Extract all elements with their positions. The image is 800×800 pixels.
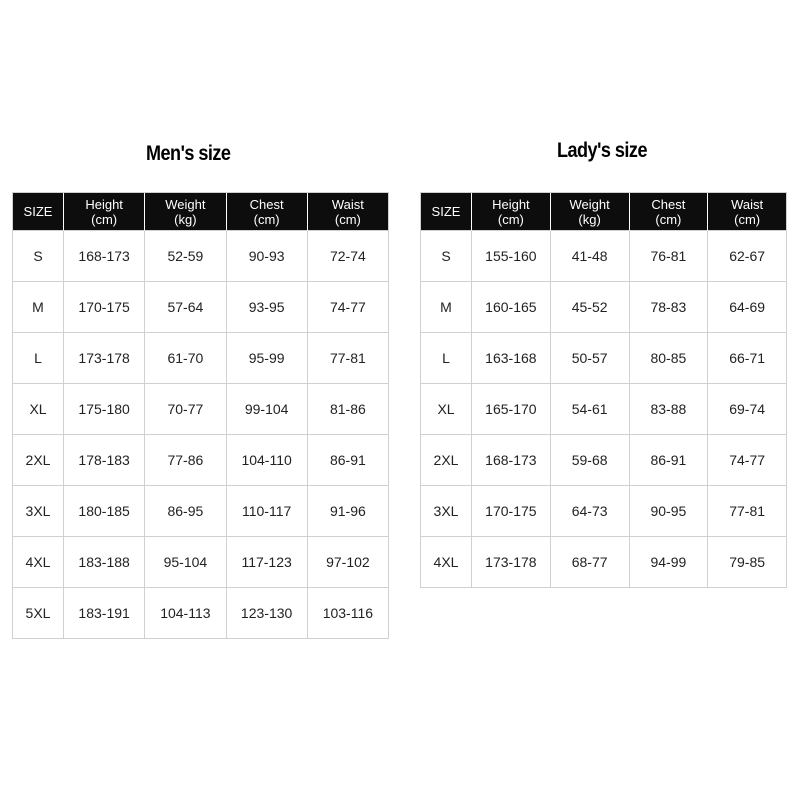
height-cell: 183-191	[64, 588, 145, 639]
header-label: Weight	[569, 196, 610, 212]
header-chest	[227, 193, 308, 231]
header-unit: (cm)	[734, 211, 761, 227]
table-header-row	[421, 193, 787, 231]
weight-cell: 59-68	[551, 435, 630, 486]
size-cell: XL	[421, 384, 472, 435]
waist-cell: 103-116	[308, 588, 389, 639]
size-cell: L	[421, 333, 472, 384]
weight-cell: 52-59	[145, 231, 226, 282]
header-unit: (kg)	[578, 211, 601, 227]
header-unit: (cm)	[334, 211, 361, 227]
size-cell: 4XL	[13, 537, 64, 588]
header-unit: (cm)	[253, 211, 280, 227]
chest-cell: 80-85	[630, 333, 709, 384]
size-cell: 3XL	[421, 486, 472, 537]
header-unit: (cm)	[497, 211, 524, 227]
chest-cell: 104-110	[227, 435, 308, 486]
waist-cell: 74-77	[708, 435, 787, 486]
ladys-size-title: Lady's size	[557, 139, 647, 162]
header-label: Height	[492, 196, 530, 212]
chest-cell: 123-130	[227, 588, 308, 639]
header-label: Waist	[331, 196, 364, 212]
weight-cell: 64-73	[551, 486, 630, 537]
size-cell: 2XL	[13, 435, 64, 486]
table-row	[13, 537, 389, 588]
weight-cell: 41-48	[551, 231, 630, 282]
mens-size-table	[12, 192, 389, 639]
header-unit: (kg)	[174, 211, 197, 227]
size-cell: M	[13, 282, 64, 333]
height-cell: 170-175	[472, 486, 551, 537]
size-cell: XL	[13, 384, 64, 435]
weight-cell: 68-77	[551, 537, 630, 588]
waist-cell: 77-81	[308, 333, 389, 384]
header-label: Chest	[249, 196, 284, 212]
waist-cell: 86-91	[308, 435, 389, 486]
height-cell: 163-168	[472, 333, 551, 384]
height-cell: 175-180	[64, 384, 145, 435]
weight-cell: 45-52	[551, 282, 630, 333]
height-cell: 168-173	[472, 435, 551, 486]
header-waist	[308, 193, 389, 231]
height-cell: 178-183	[64, 435, 145, 486]
weight-cell: 70-77	[145, 384, 226, 435]
size-cell: 3XL	[13, 486, 64, 537]
mens-size-title: Men's size	[146, 142, 231, 165]
height-cell: 183-188	[64, 537, 145, 588]
chest-cell: 93-95	[227, 282, 308, 333]
chest-cell: 110-117	[227, 486, 308, 537]
chest-cell: 86-91	[630, 435, 709, 486]
header-unit: (cm)	[655, 211, 682, 227]
table-row	[13, 486, 389, 537]
chest-cell: 94-99	[630, 537, 709, 588]
chest-cell: 90-95	[630, 486, 709, 537]
table-row	[13, 384, 389, 435]
size-cell: S	[421, 231, 472, 282]
height-cell: 165-170	[472, 384, 551, 435]
size-cell: 2XL	[421, 435, 472, 486]
header-label: Height	[85, 196, 123, 212]
header-label: SIZE	[431, 204, 461, 219]
table-row	[421, 333, 787, 384]
header-label: Waist	[731, 196, 764, 212]
height-cell: 180-185	[64, 486, 145, 537]
table-row	[421, 231, 787, 282]
weight-cell: 86-95	[145, 486, 226, 537]
waist-cell: 69-74	[708, 384, 787, 435]
header-height	[64, 193, 145, 231]
waist-cell: 79-85	[708, 537, 787, 588]
weight-cell: 95-104	[145, 537, 226, 588]
header-waist	[708, 193, 787, 231]
size-cell: S	[13, 231, 64, 282]
header-size	[13, 193, 64, 231]
waist-cell: 74-77	[308, 282, 389, 333]
table-row	[421, 486, 787, 537]
waist-cell: 72-74	[308, 231, 389, 282]
height-cell: 173-178	[472, 537, 551, 588]
chest-cell: 76-81	[630, 231, 709, 282]
height-cell: 155-160	[472, 231, 551, 282]
header-label: Weight	[165, 196, 206, 212]
chest-cell: 90-93	[227, 231, 308, 282]
table-row	[421, 537, 787, 588]
chest-cell: 117-123	[227, 537, 308, 588]
waist-cell: 64-69	[708, 282, 787, 333]
table-row	[13, 588, 389, 639]
chest-cell: 83-88	[630, 384, 709, 435]
header-weight	[551, 193, 630, 231]
waist-cell: 91-96	[308, 486, 389, 537]
weight-cell: 61-70	[145, 333, 226, 384]
chest-cell: 95-99	[227, 333, 308, 384]
chest-cell: 78-83	[630, 282, 709, 333]
chest-cell: 99-104	[227, 384, 308, 435]
height-cell: 160-165	[472, 282, 551, 333]
waist-cell: 62-67	[708, 231, 787, 282]
weight-cell: 50-57	[551, 333, 630, 384]
waist-cell: 97-102	[308, 537, 389, 588]
size-cell: 4XL	[421, 537, 472, 588]
header-label: Chest	[651, 196, 686, 212]
header-height	[472, 193, 551, 231]
weight-cell: 104-113	[145, 588, 226, 639]
height-cell: 173-178	[64, 333, 145, 384]
table-row	[13, 435, 389, 486]
size-cell: M	[421, 282, 472, 333]
weight-cell: 54-61	[551, 384, 630, 435]
header-label: SIZE	[23, 204, 53, 219]
height-cell: 170-175	[64, 282, 145, 333]
weight-cell: 77-86	[145, 435, 226, 486]
table-row	[13, 333, 389, 384]
header-weight	[145, 193, 226, 231]
table-row	[421, 282, 787, 333]
waist-cell: 77-81	[708, 486, 787, 537]
ladys-size-table	[420, 192, 787, 588]
table-header-row	[13, 193, 389, 231]
size-cell: L	[13, 333, 64, 384]
header-chest	[630, 193, 709, 231]
height-cell: 168-173	[64, 231, 145, 282]
table-row	[421, 384, 787, 435]
table-row	[421, 435, 787, 486]
weight-cell: 57-64	[145, 282, 226, 333]
table-row	[13, 231, 389, 282]
waist-cell: 66-71	[708, 333, 787, 384]
waist-cell: 81-86	[308, 384, 389, 435]
table-row	[13, 282, 389, 333]
size-cell: 5XL	[13, 588, 64, 639]
header-size	[421, 193, 472, 231]
header-unit: (cm)	[91, 211, 118, 227]
